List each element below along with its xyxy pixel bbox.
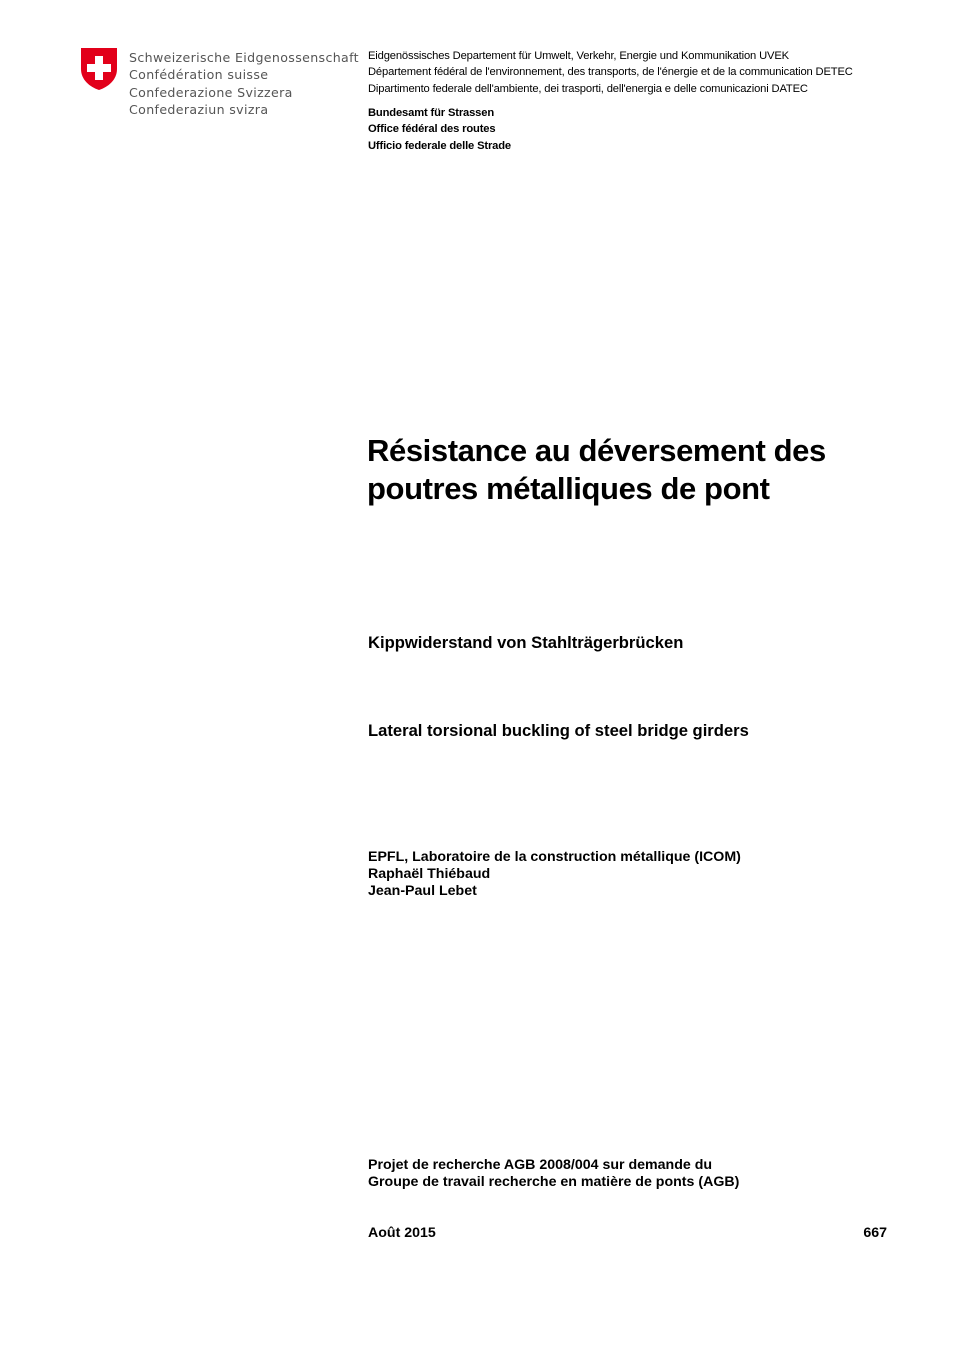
- office-header: [368, 105, 511, 154]
- project-info: [368, 1157, 739, 1191]
- department-header: [368, 48, 853, 97]
- report-title: [367, 432, 947, 508]
- project-line-1: Projet de recherche AGB 2008/004 sur demande du: [368, 1157, 713, 1173]
- subtitle-english: Lateral torsional buckling of steel bridge girders: [368, 721, 749, 740]
- report-number: 667: [863, 1225, 887, 1241]
- report-title-line-2: poutres métalliques de pont: [367, 471, 770, 506]
- project-line-2: Groupe de travail recherche en matière de ponts (AGB): [368, 1173, 740, 1190]
- department-line-it: Dipartimento federale dell'ambiente, dei trasporti, dell'energia e delle comunicazioni DATEC: [368, 82, 808, 95]
- subtitle-german: Kippwiderstand von Stahlträgerbrücken: [368, 633, 684, 652]
- cross-horizontal: [87, 64, 111, 72]
- confederation-line-de: Schweizerische Eidgenossenschaft: [129, 50, 359, 65]
- confederation-name: [129, 49, 359, 119]
- department-line-de: Eidgenössisches Departement für Umwelt, Verkehr, Energie und Kommunikation UVEK: [368, 50, 789, 62]
- office-line-fr: Office fédéral des routes: [368, 123, 496, 136]
- confederation-line-it: Confederazione Svizzera: [129, 84, 293, 100]
- report-title-line-1: Résistance au déversement des: [367, 433, 826, 468]
- confederation-line-fr: Confédération suisse: [129, 67, 269, 83]
- author-name: Jean-Paul Lebet: [368, 882, 477, 899]
- office-line-de: Bundesamt für Strassen: [368, 107, 495, 119]
- author-institution: EPFL, Laboratoire de la construction métallique (ICOM): [368, 849, 741, 865]
- department-line-fr: Département fédéral de l'environnement, des transports, de l'énergie et de la communication DETEC: [368, 66, 853, 79]
- author-name: Raphaël Thiébaud: [368, 865, 491, 882]
- confederation-line-rm: Confederaziun svizra: [129, 102, 269, 118]
- swiss-shield-icon: [80, 47, 118, 91]
- authors-block: [368, 849, 741, 899]
- office-line-it: Ufficio federale delle Strade: [368, 139, 511, 152]
- publication-date: Août 2015: [368, 1225, 436, 1241]
